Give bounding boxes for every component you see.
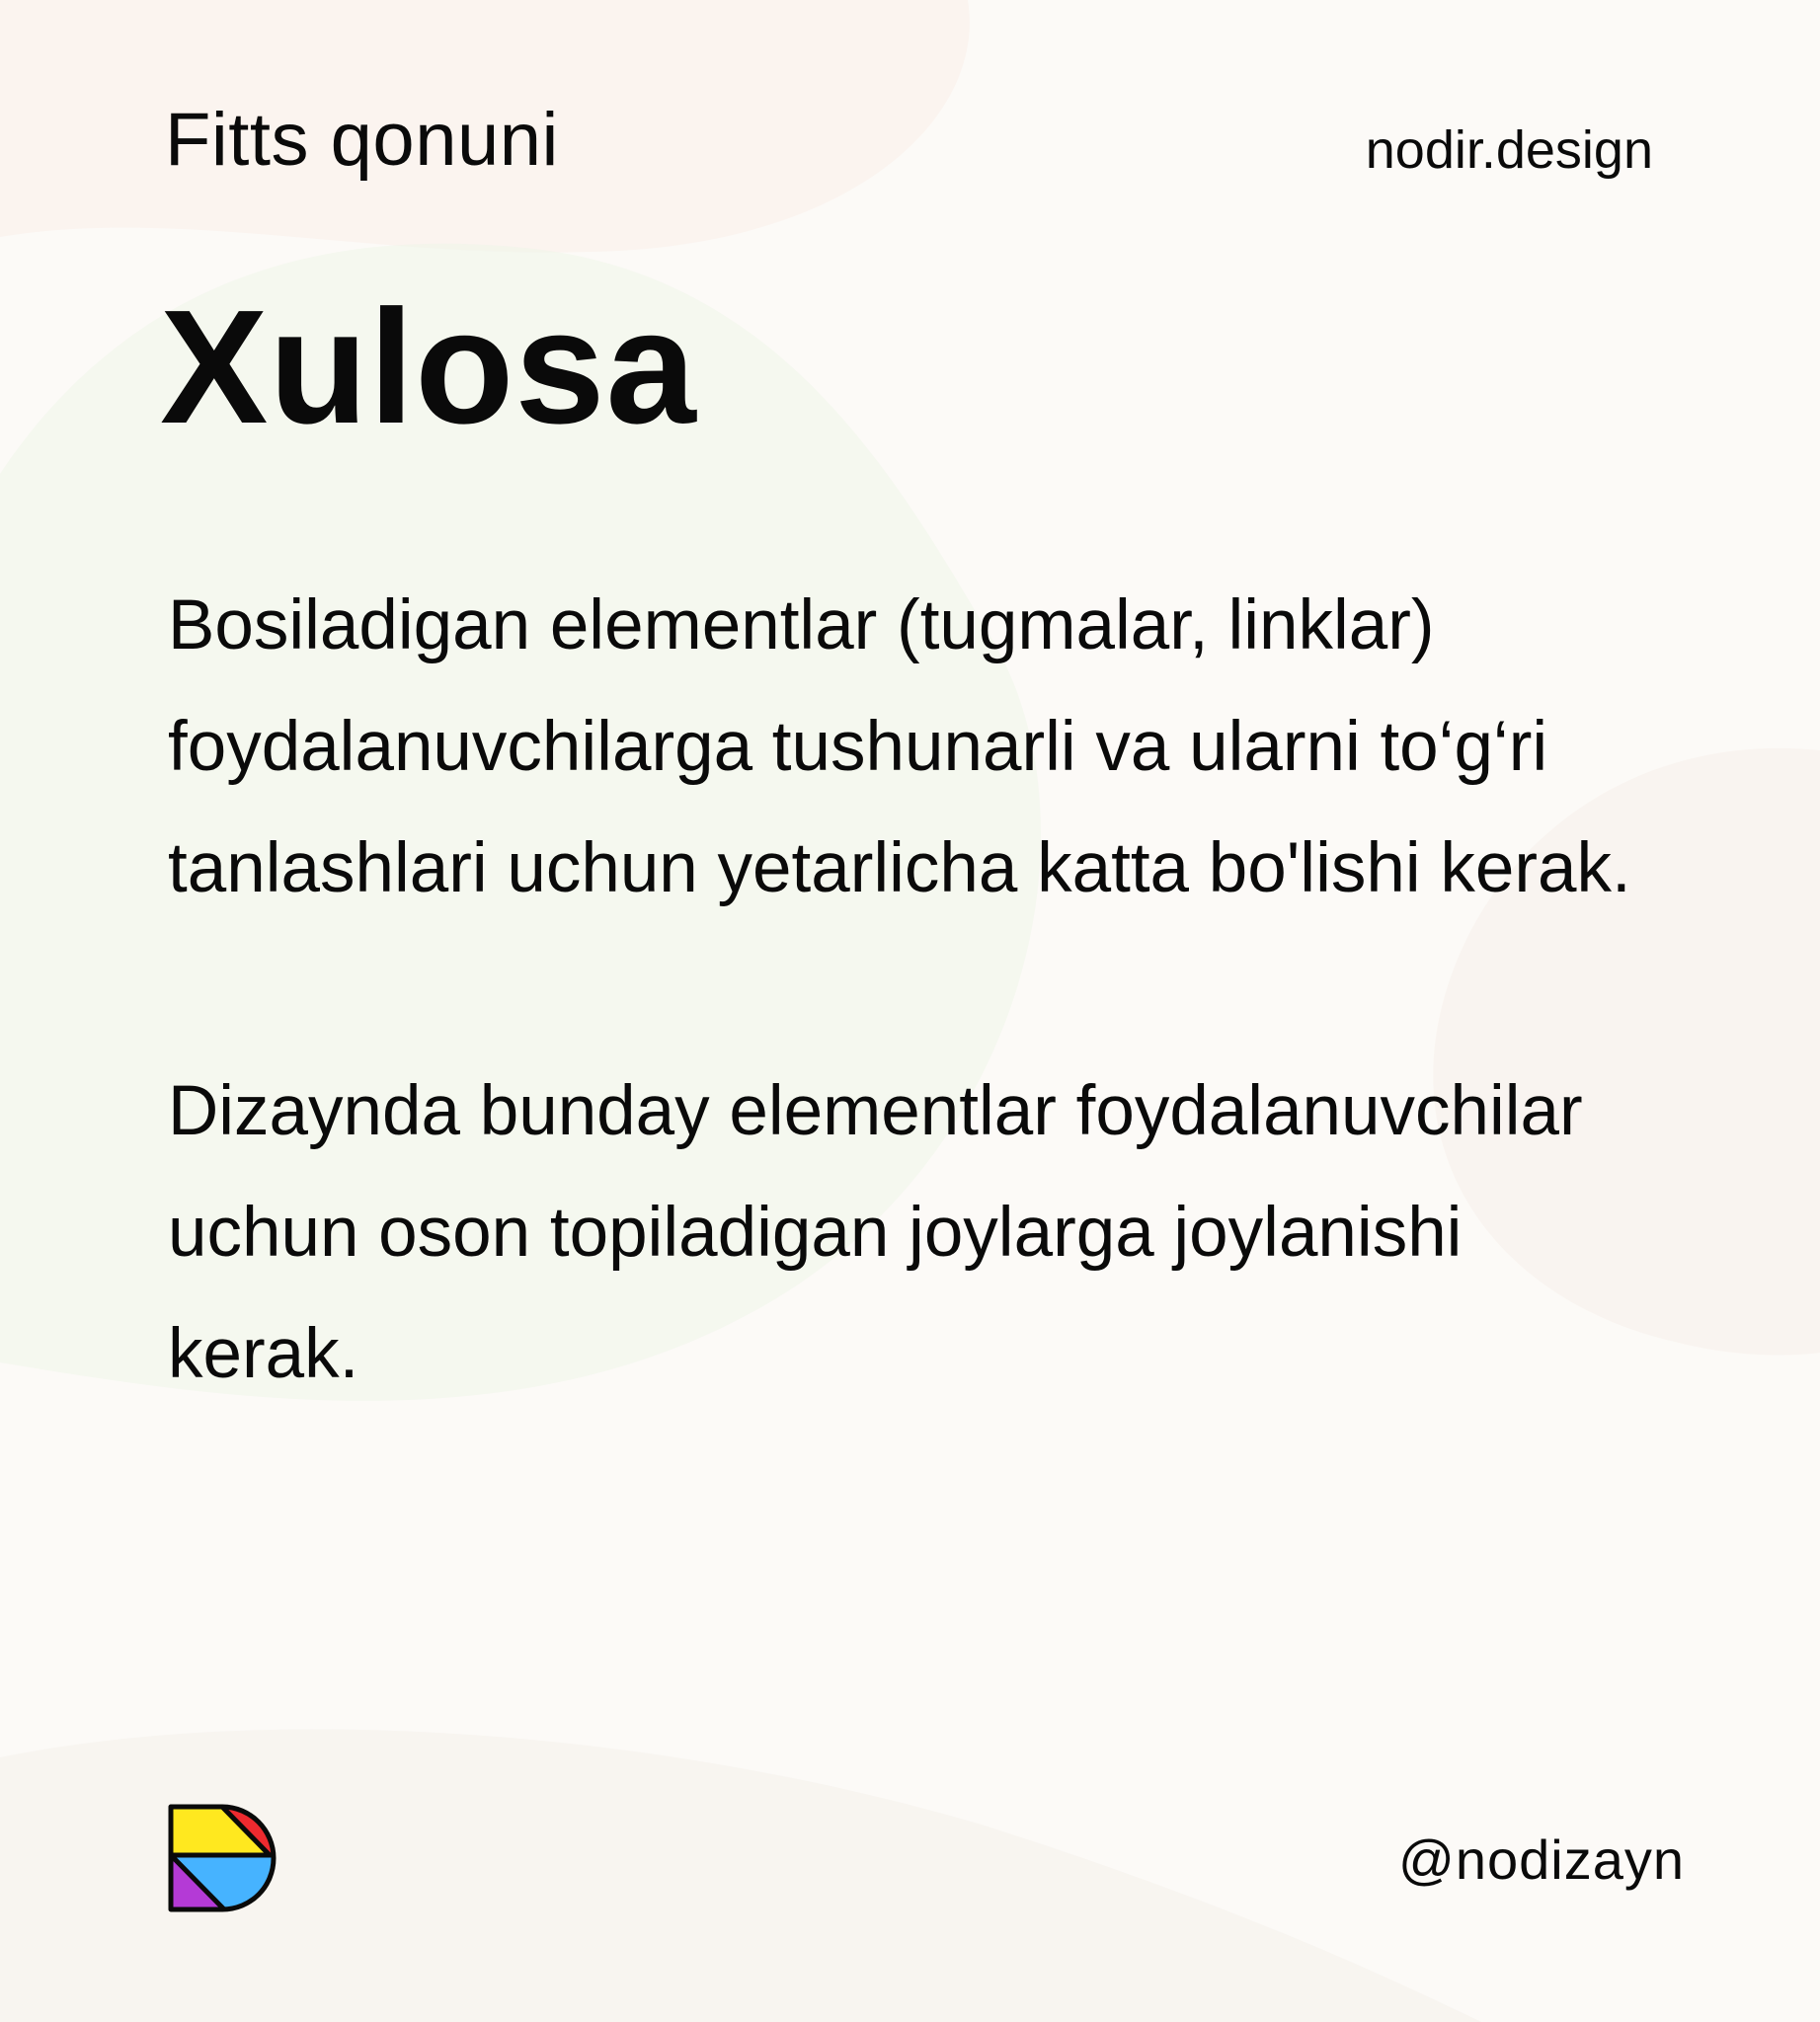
page-title: Fitts qonuni xyxy=(165,98,559,182)
paragraph-1: Bosiladigan elementlar (tugmalar, linklar) foydalanuvchilarga tushunarli va ularni to‘g‘ri tanlashlari uchun yetarlicha katta bo'lishi kerak. xyxy=(168,586,1631,907)
brand-name: nodir.design xyxy=(1365,120,1653,180)
paragraph-2: Dizaynda bunday elementlar foydalanuvchilar uchun oson topiladigan joylarga joylanishi kerak. xyxy=(168,1072,1583,1393)
section-heading: Xulosa xyxy=(160,276,697,457)
nodizayn-logo-icon xyxy=(168,1804,277,1912)
social-handle: @nodizayn xyxy=(1397,1828,1685,1891)
body-text xyxy=(168,565,1669,1415)
